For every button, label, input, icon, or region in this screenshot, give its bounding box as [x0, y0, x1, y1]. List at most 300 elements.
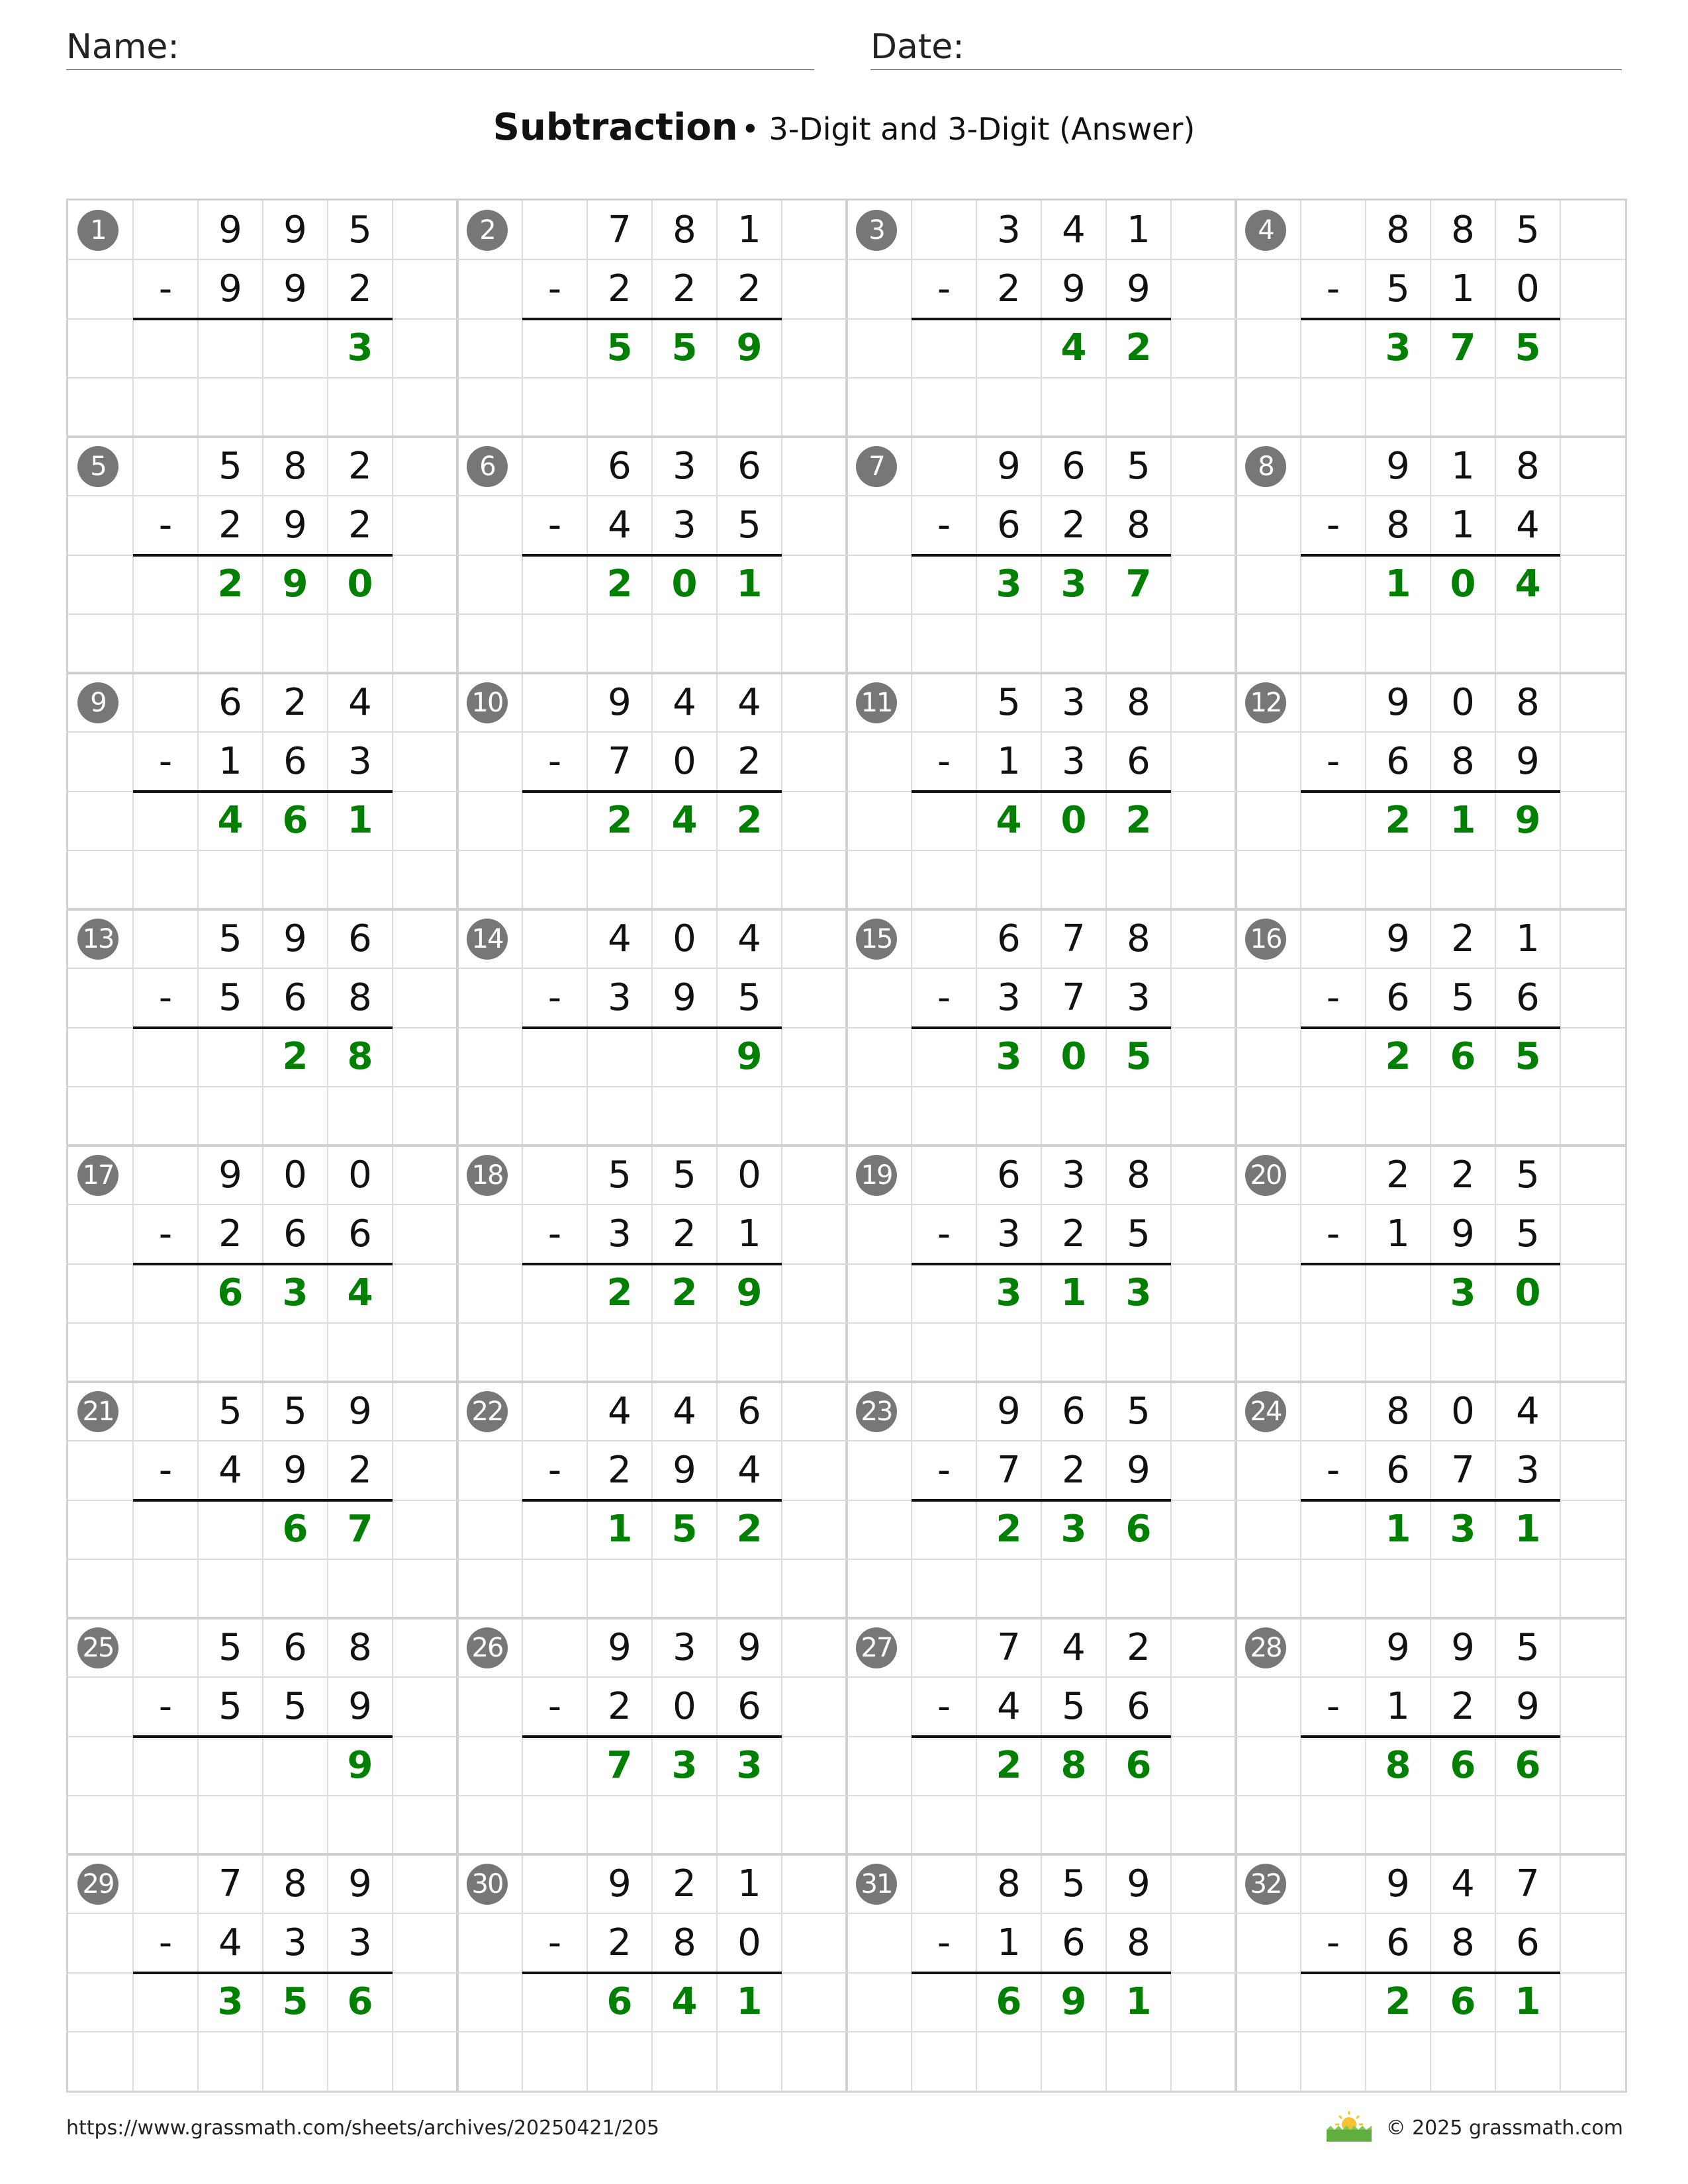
answer-digit: 4: [1060, 326, 1087, 369]
minuend-digit: 1: [1516, 917, 1540, 960]
minuend-digit: 1: [1451, 445, 1475, 488]
subtrahend-digit: 1: [1386, 1685, 1410, 1728]
problem: [847, 1618, 1236, 1854]
answer-rule: [912, 1499, 1171, 1502]
minus-sign: -: [937, 267, 951, 310]
answer-digit: 0: [347, 563, 373, 606]
minuend-digit: 7: [997, 1626, 1021, 1669]
minus-sign: -: [1326, 740, 1340, 783]
minus-sign: -: [937, 1685, 951, 1728]
answer-rule: [133, 1263, 393, 1265]
subtrahend-digit: 0: [673, 740, 696, 783]
date-field[interactable]: [870, 25, 1622, 70]
minuend-digit: 8: [1386, 208, 1410, 251]
minus-sign: -: [547, 1212, 562, 1255]
subtrahend-digit: 3: [283, 1921, 307, 1964]
title-main: Subtraction: [492, 106, 738, 149]
subtrahend-digit: 6: [1516, 976, 1540, 1019]
problem: [457, 437, 847, 673]
answer-rule: [522, 790, 782, 793]
answer-digit: 6: [606, 1980, 633, 2023]
minuend-digit: 4: [348, 681, 372, 724]
problem-number-badge: 11: [856, 682, 897, 723]
minuend-digit: 4: [1516, 1390, 1540, 1433]
minuend-digit: 2: [1451, 917, 1475, 960]
problem: [457, 909, 847, 1146]
problem: [457, 1854, 847, 2091]
problem-number-badge: 17: [77, 1155, 118, 1196]
answer-rule: [912, 790, 1171, 793]
minuend-digit: 9: [1127, 1862, 1150, 1905]
minus-sign: -: [937, 504, 951, 547]
subtrahend-digit: 6: [997, 504, 1021, 547]
minus-sign: -: [1326, 267, 1340, 310]
subtrahend-digit: 4: [1516, 504, 1540, 547]
subtrahend-digit: 5: [1386, 267, 1410, 310]
minuend-digit: 9: [283, 917, 307, 960]
minuend-digit: 8: [283, 1862, 307, 1905]
problem: [457, 201, 847, 437]
subtrahend-digit: 6: [1127, 1685, 1150, 1728]
minuend-digit: 9: [283, 208, 307, 251]
subtrahend-digit: 2: [348, 267, 372, 310]
minuend-digit: 4: [737, 681, 761, 724]
answer-rule: [1301, 554, 1560, 557]
minuend-digit: 4: [1062, 1626, 1086, 1669]
subtrahend-digit: 3: [1127, 976, 1150, 1019]
answer-digit: [1366, 1263, 1430, 1322]
subtrahend-digit: 2: [737, 267, 761, 310]
minuend-digit: 0: [348, 1154, 372, 1197]
minus-sign: -: [1326, 1449, 1340, 1492]
problem: [847, 909, 1236, 1146]
name-field[interactable]: [66, 25, 814, 70]
minuend-digit: 5: [997, 681, 1021, 724]
answer-digit: 1: [1060, 1271, 1087, 1314]
minuend-digit: 9: [1386, 1862, 1410, 1905]
answer-digit: 4: [671, 1980, 698, 2023]
problem-number-badge: 2: [467, 210, 508, 251]
minus-sign: -: [547, 740, 562, 783]
problem-number-badge: 19: [856, 1155, 897, 1196]
answer-digit: 4: [996, 799, 1022, 842]
minuend-digit: 1: [737, 1862, 761, 1905]
minus-sign: -: [158, 1685, 173, 1728]
minuend-digit: 4: [1062, 208, 1086, 251]
problem: [847, 673, 1236, 909]
minuend-digit: 0: [737, 1154, 761, 1197]
minuend-digit: 7: [608, 208, 632, 251]
footer-copyright: © 2025 grassmath.com: [1385, 2116, 1623, 2140]
answer-digit: 0: [1060, 1035, 1087, 1078]
minuend-digit: 7: [218, 1862, 242, 1905]
answer-digit: 9: [1060, 1980, 1087, 2023]
answer-rule: [912, 1263, 1171, 1265]
problem: [847, 1146, 1236, 1382]
answer-rule: [522, 318, 782, 320]
answer-digit: 1: [1385, 563, 1411, 606]
answer-digit: 5: [671, 326, 698, 369]
answer-digit: 5: [1515, 1035, 1541, 1078]
problem-number-badge: 1: [77, 210, 118, 251]
answer-rule: [133, 790, 393, 793]
answer-rule: [133, 318, 393, 320]
answer-digit: 9: [736, 1271, 763, 1314]
answer-digit: 3: [996, 1035, 1022, 1078]
subtrahend-digit: 9: [1451, 1212, 1475, 1255]
answer-digit: 3: [996, 563, 1022, 606]
minus-sign: -: [1326, 1212, 1340, 1255]
minus-sign: -: [158, 1449, 173, 1492]
problem-number-badge: 31: [856, 1864, 897, 1905]
answer-rule: [1301, 790, 1560, 793]
answer-digit: 9: [282, 563, 308, 606]
answer-digit: 7: [1450, 326, 1476, 369]
minuend-digit: 8: [348, 1626, 372, 1669]
subtrahend-digit: 8: [1127, 1921, 1150, 1964]
subtrahend-digit: 3: [348, 1921, 372, 1964]
answer-digit: 3: [996, 1271, 1022, 1314]
answer-digit: 3: [1060, 563, 1087, 606]
minuend-digit: 7: [1062, 917, 1086, 960]
subtrahend-digit: 1: [997, 740, 1021, 783]
subtrahend-digit: 2: [737, 740, 761, 783]
answer-digit: [198, 1500, 263, 1559]
problem-number-badge: 6: [467, 446, 508, 487]
answer-digit: 2: [736, 799, 763, 842]
subtrahend-digit: 7: [997, 1449, 1021, 1492]
answer-digit: 3: [1450, 1271, 1476, 1314]
subtrahend-digit: 5: [283, 1685, 307, 1728]
subtrahend-digit: 3: [997, 1212, 1021, 1255]
subtrahend-digit: 2: [608, 1685, 632, 1728]
problem: [68, 1382, 457, 1618]
answer-rule: [522, 1499, 782, 1502]
subtrahend-digit: 4: [218, 1449, 242, 1492]
answer-digit: 1: [736, 1980, 763, 2023]
answer-digit: 2: [1385, 1980, 1411, 2023]
minuend-digit: 9: [608, 681, 632, 724]
answer-digit: 7: [347, 1508, 373, 1551]
subtrahend-digit: 1: [737, 1212, 761, 1255]
problem-number-badge: 22: [467, 1391, 508, 1432]
answer-digit: [587, 1027, 652, 1086]
problem: [847, 1382, 1236, 1618]
minus-sign: -: [547, 1449, 562, 1492]
problem: [68, 1146, 457, 1382]
problem-number-badge: 21: [77, 1391, 118, 1432]
problem-number-badge: 3: [856, 210, 897, 251]
minus-sign: -: [158, 504, 173, 547]
minuend-digit: 6: [608, 445, 632, 488]
problem: [1236, 1618, 1625, 1854]
subtrahend-digit: 2: [997, 267, 1021, 310]
minus-sign: -: [158, 1212, 173, 1255]
minuend-digit: 2: [1451, 1154, 1475, 1197]
minuend-digit: 9: [348, 1390, 372, 1433]
problem-number-badge: 5: [77, 446, 118, 487]
minuend-digit: 5: [1127, 1390, 1150, 1433]
grass-sun-logo-icon: [1325, 2109, 1373, 2143]
subtrahend-digit: 2: [1451, 1685, 1475, 1728]
minuend-digit: 8: [1386, 1390, 1410, 1433]
minuend-digit: 6: [737, 445, 761, 488]
answer-digit: 2: [996, 1744, 1022, 1787]
subtrahend-digit: 3: [608, 1212, 632, 1255]
answer-digit: 0: [1515, 1271, 1541, 1314]
problem: [1236, 1382, 1625, 1618]
problem-number-badge: 32: [1245, 1864, 1286, 1905]
problem-number-badge: 7: [856, 446, 897, 487]
answer-digit: 3: [282, 1271, 308, 1314]
subtrahend-digit: 9: [348, 1685, 372, 1728]
minus-sign: -: [547, 976, 562, 1019]
answer-rule: [133, 1499, 393, 1502]
minuend-digit: 6: [218, 681, 242, 724]
problem-number-badge: 28: [1245, 1627, 1286, 1668]
subtrahend-digit: 5: [1516, 1212, 1540, 1255]
answer-digit: 2: [996, 1508, 1022, 1551]
answer-rule: [522, 1026, 782, 1029]
subtrahend-digit: 2: [218, 1212, 242, 1255]
subtrahend-digit: 8: [1451, 1921, 1475, 1964]
minuend-digit: 9: [608, 1626, 632, 1669]
problem: [457, 1382, 847, 1618]
minus-sign: -: [158, 267, 173, 310]
answer-digit: 9: [736, 1035, 763, 1078]
name-label: Name:: [66, 27, 179, 67]
minuend-digit: 0: [283, 1154, 307, 1197]
minuend-digit: 6: [283, 1626, 307, 1669]
minuend-digit: 5: [218, 1390, 242, 1433]
minuend-digit: 8: [997, 1862, 1021, 1905]
problem: [1236, 673, 1625, 909]
subtrahend-digit: 5: [737, 976, 761, 1019]
minus-sign: -: [1326, 1685, 1340, 1728]
answer-digit: 4: [347, 1271, 373, 1314]
subtrahend-digit: 3: [997, 976, 1021, 1019]
subtrahend-digit: 0: [737, 1921, 761, 1964]
minuend-digit: 5: [348, 208, 372, 251]
problem-number-badge: 12: [1245, 682, 1286, 723]
answer-digit: 6: [996, 1980, 1022, 2023]
subtrahend-digit: 5: [1451, 976, 1475, 1019]
answer-digit: 4: [1515, 563, 1541, 606]
answer-digit: 1: [1515, 1508, 1541, 1551]
problem-number-badge: 26: [467, 1627, 508, 1668]
minuend-digit: 8: [1516, 681, 1540, 724]
answer-digit: 2: [606, 1271, 633, 1314]
subtrahend-digit: 9: [673, 1449, 696, 1492]
answer-digit: 8: [347, 1035, 373, 1078]
problem-number-badge: 29: [77, 1864, 118, 1905]
minuend-digit: 9: [348, 1862, 372, 1905]
answer-digit: 9: [736, 326, 763, 369]
subtrahend-digit: 6: [1386, 740, 1410, 783]
minuend-digit: 5: [218, 917, 242, 960]
minuend-digit: 4: [1451, 1862, 1475, 1905]
subtrahend-digit: 0: [1516, 267, 1540, 310]
problem-grid: [66, 199, 1627, 2093]
answer-rule: [912, 318, 1171, 320]
title-sub: • 3-Digit and 3-Digit (Answer): [741, 111, 1196, 147]
subtrahend-digit: 5: [218, 976, 242, 1019]
subtrahend-digit: 2: [348, 1449, 372, 1492]
subtrahend-digit: 4: [218, 1921, 242, 1964]
minuend-digit: 9: [1451, 1626, 1475, 1669]
answer-rule: [133, 1972, 393, 1974]
problem-number-badge: 10: [467, 682, 508, 723]
answer-digit: 3: [1060, 1508, 1087, 1551]
problem-number-badge: 16: [1245, 919, 1286, 960]
answer-digit: [198, 318, 263, 377]
minuend-digit: 5: [1516, 208, 1540, 251]
minuend-digit: 4: [673, 1390, 696, 1433]
problem: [457, 1618, 847, 1854]
date-label: Date:: [870, 27, 964, 67]
answer-rule: [912, 1972, 1171, 1974]
minuend-digit: 4: [737, 917, 761, 960]
minuend-digit: 2: [348, 445, 372, 488]
answer-rule: [522, 1972, 782, 1974]
answer-digit: 6: [1450, 1035, 1476, 1078]
problem: [1236, 201, 1625, 437]
problem: [457, 673, 847, 909]
subtrahend-digit: 9: [283, 504, 307, 547]
answer-digit: 1: [1125, 1980, 1152, 2023]
answer-digit: 6: [1125, 1508, 1152, 1551]
answer-digit: 0: [1450, 563, 1476, 606]
minuend-digit: 4: [608, 917, 632, 960]
answer-digit: 7: [606, 1744, 633, 1787]
subtrahend-digit: 5: [1127, 1212, 1150, 1255]
answer-digit: 2: [1125, 799, 1152, 842]
minus-sign: -: [1326, 1921, 1340, 1964]
answer-rule: [1301, 1972, 1560, 1974]
subtrahend-digit: 6: [1062, 1921, 1086, 1964]
answer-digit: 1: [736, 563, 763, 606]
minuend-digit: 3: [673, 1626, 696, 1669]
answer-rule: [912, 554, 1171, 557]
answer-rule: [522, 1263, 782, 1265]
subtrahend-digit: 2: [1062, 504, 1086, 547]
answer-digit: 4: [671, 799, 698, 842]
minus-sign: -: [547, 267, 562, 310]
answer-digit: [198, 1027, 263, 1086]
minuend-digit: 3: [673, 445, 696, 488]
subtrahend-digit: 4: [997, 1685, 1021, 1728]
answer-digit: 3: [1450, 1508, 1476, 1551]
answer-rule: [133, 554, 393, 557]
subtrahend-digit: 8: [1451, 740, 1475, 783]
answer-digit: 3: [1385, 326, 1411, 369]
answer-digit: 5: [671, 1508, 698, 1551]
subtrahend-digit: 9: [1516, 740, 1540, 783]
subtrahend-digit: 6: [1386, 1449, 1410, 1492]
answer-digit: 2: [217, 563, 244, 606]
answer-rule: [1301, 1026, 1560, 1029]
answer-rule: [133, 1735, 393, 1738]
subtrahend-digit: 3: [348, 740, 372, 783]
minuend-digit: 6: [737, 1390, 761, 1433]
subtrahend-digit: 9: [1062, 267, 1086, 310]
minus-sign: -: [547, 1921, 562, 1964]
answer-digit: 9: [347, 1744, 373, 1787]
subtrahend-digit: 6: [1386, 1921, 1410, 1964]
minuend-digit: 9: [608, 1862, 632, 1905]
minus-sign: -: [547, 504, 562, 547]
subtrahend-digit: 6: [348, 1212, 372, 1255]
answer-digit: 1: [347, 799, 373, 842]
subtrahend-digit: 6: [1386, 976, 1410, 1019]
problem-number-badge: 15: [856, 919, 897, 960]
problem-number-badge: 4: [1245, 210, 1286, 251]
minuend-digit: 5: [1516, 1154, 1540, 1197]
subtrahend-digit: 7: [1451, 1449, 1475, 1492]
minuend-digit: 3: [997, 208, 1021, 251]
footer-url: https://www.grassmath.com/sheets/archives/20250421/205: [66, 2116, 660, 2140]
minus-sign: -: [158, 1921, 173, 1964]
subtrahend-digit: 9: [1516, 1685, 1540, 1728]
subtrahend-digit: 9: [283, 267, 307, 310]
problem-number-badge: 24: [1245, 1391, 1286, 1432]
answer-digit: 1: [1450, 799, 1476, 842]
subtrahend-digit: 8: [1386, 504, 1410, 547]
subtrahend-digit: 1: [997, 1921, 1021, 1964]
answer-digit: [263, 1736, 328, 1795]
minuend-digit: 8: [283, 445, 307, 488]
minuend-digit: 8: [1127, 917, 1150, 960]
answer-digit: 6: [217, 1271, 244, 1314]
subtrahend-digit: 0: [673, 1685, 696, 1728]
answer-digit: [198, 1736, 263, 1795]
subtrahend-digit: 9: [283, 1449, 307, 1492]
subtrahend-digit: 2: [673, 267, 696, 310]
problem: [457, 1146, 847, 1382]
minuend-digit: 3: [1062, 681, 1086, 724]
subtrahend-digit: 2: [608, 1921, 632, 1964]
minus-sign: -: [937, 976, 951, 1019]
minuend-digit: 5: [673, 1154, 696, 1197]
subtrahend-digit: 1: [1451, 504, 1475, 547]
answer-digit: 2: [736, 1508, 763, 1551]
subtrahend-digit: 6: [1127, 740, 1150, 783]
answer-digit: 6: [282, 799, 308, 842]
subtrahend-digit: 6: [737, 1685, 761, 1728]
answer-digit: 3: [1125, 1271, 1152, 1314]
subtrahend-digit: 1: [218, 740, 242, 783]
subtrahend-digit: 4: [608, 504, 632, 547]
minus-sign: -: [1326, 504, 1340, 547]
minuend-digit: 5: [218, 445, 242, 488]
minuend-digit: 2: [673, 1862, 696, 1905]
minuend-digit: 6: [348, 917, 372, 960]
answer-digit: 6: [1450, 1980, 1476, 2023]
minuend-digit: 5: [1062, 1862, 1086, 1905]
minuend-digit: 8: [1516, 445, 1540, 488]
problem: [68, 1618, 457, 1854]
answer-digit: 6: [1125, 1744, 1152, 1787]
subtrahend-digit: 9: [673, 976, 696, 1019]
subtrahend-digit: 8: [673, 1921, 696, 1964]
answer-rule: [133, 1026, 393, 1029]
problem: [68, 201, 457, 437]
subtrahend-digit: 3: [608, 976, 632, 1019]
subtrahend-digit: 5: [737, 504, 761, 547]
subtrahend-digit: 5: [218, 1685, 242, 1728]
subtrahend-digit: 1: [1451, 267, 1475, 310]
subtrahend-digit: 6: [1516, 1921, 1540, 1964]
